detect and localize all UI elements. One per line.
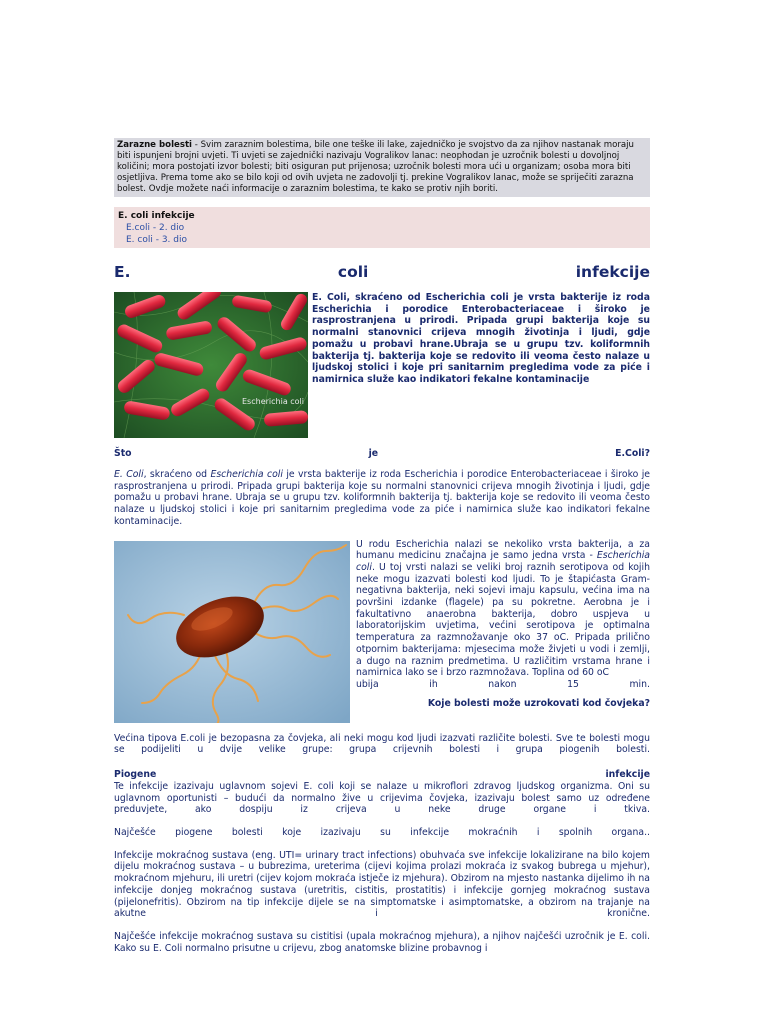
micrograph-caption: Escherichia coli	[242, 397, 304, 406]
related-links-heading: E. coli infekcije	[118, 211, 195, 221]
paragraph-common-piogene: Najčešće piogene bolesti koje izazivaju su infekcije mokraćnih i spolnih organa..	[114, 827, 650, 839]
link-part-2[interactable]: E.coli - 2. dio	[126, 223, 185, 233]
related-links-box	[114, 207, 650, 248]
question-heading-1	[114, 448, 650, 460]
piogene-heading: Piogene infekcije	[114, 768, 650, 780]
flagellated-bacterium-image	[114, 541, 350, 723]
paragraph-description-last-line: ubija ih nakon 15 min.	[356, 678, 650, 690]
question-heading-2: Koje bolesti može uzrokovati kod čovjeka?	[427, 697, 650, 709]
paragraph-description: U rodu Escherichia nalazi se nekoliko vrsta bakterija, a za humanu medicinu značajna je samo jedna vrsta - Escherichia coli. U toj vrsti nalazi se veliki broj raznih serotipova od kojih neke mogu izazvati bolesti kod ljudi. To je štapićasta Gram-negativna bakterija, neki sojevi imaju kapsulu, većina ima na površini izdanke (flagele) pa su pokretne. Aerobna je i fakultativno anaerobna bakterija, dobro uspjeva u laboratorijskim uvjetima, većini serotipova je optimalna temperatura za razmnožavanje oko 37 oC. Pripada prilično otpornim bakterijama: mjesecima može živjeti u vodi i zemlji, a dugo na raznim predmetima. U različitim vrstama hrane i namirnica lako se i brzo razmnožava. Toplina od 60 oC ubija ih nakon 15 min. Koje bolesti može uzrokovati kod čovjeka?	[114, 539, 650, 710]
paragraph-piogene: Te infekcije izazivaju uglavnom sojevi E. coli koji se nalaze u mikroflori zdravog ljudskog organizma. Oni su uglavnom oportunisti – budući da normalno žive u crijevima čovjeka, izazivaju bolest samo uz određene preduvjete, ako dospiju iz crijeva u neke druge organe i tkiva.	[114, 780, 650, 816]
title-word-2: coli	[337, 263, 369, 281]
lead-section	[114, 292, 650, 438]
paragraph-uti: Infekcije mokraćnog sustava (eng. UTI= urinary tract infections) obuhvaća sve infekcije lokalizirane na bilo kojem dijelu mokraćnog sustava – u bubrezima, ureterima (cijevi kojima prolazi mokraća iz svakog bubrega u mjehur), mokraćnom mjehuru, ili uretri (cijev kojom mokraća istječe iz mjehura). Obzirom na mjesto nastanka dijelimo ih na infekcije donjeg mokraćnog sustava (uretritis, cistitis, prostatitis) i infekcije gornjeg mokraćnog sustava (pijelonefritis). Obzirom na tip infekcije dijele se na simptomatske i asimptomatske, a obzirom na trajanje na akutne i kronične.	[114, 849, 650, 920]
title-word-3: infekcije	[575, 263, 650, 281]
lead-paragraph: E. Coli, skraćeno od Escherichia coli je vrsta bakterije iz roda Escherichia i porodice Enterobacteriaceae i široko je rasprostranjena u prirodi. Pripada grupi bakterija koje su normalni stanovnici crijeva mnogih životinja i ljudi, gdje pomažu u probavi hrane.Ubraja se u grupu tzv. koliformnih bakterija tj. bakterija koje se redovito ili veoma često nalaze u ljudskoj stolici i koje pri sanitarnim pregledima vode za piće i namirnica služe kao indikatori fekalne kontaminacije	[312, 292, 650, 385]
link-part-3[interactable]: E. coli - 3. dio	[126, 235, 188, 245]
q1-word-3: E.Coli?	[615, 448, 650, 459]
intro-text: - Svim zaraznim bolestima, bile one teške ili lake, zajedničko je svojstvo da za njihov nastanak moraju biti ispunjeni brojni uvjeti. Ti uvjeti se zajednički nazivaju Vogralikov lanac: neophodan je uzročnik bolesti u dovoljnoj količini; mora postojati izvor bolesti; biti osiguran put prijenosa; uzročnik bolesti mora ući u organizam; osoba mora biti osjetljiva. Prema tome ako se bilo koji od ovih uvjeta ne zadovolji tj. prekine Vogralikov lanac, može se spriječiti zarazna bolest. Ovdje možete naći informacije o zaraznim bolestima, te kako se protiv njih boriti.	[117, 140, 635, 194]
page-title	[114, 262, 650, 282]
paragraph-what-is: E. Coli, skraćeno od Escherichia coli je vrsta bakterije iz roda Escherichia i porodice Enterobacteriaceae i široko je rasprostranjena u prirodi. Pripada grupi bakterija koje su normalni stanovnici crijeva mnogih životinja i ljudi, gdje pomažu u probavi hrane. Ubraja se u grupu tzv. koliformnih bakterija tj. bakterija koje se redovito ili veoma često nalaze u ljudskoj stolici i koje pri sanitarnim pregledima vode za piće i namirnica služe kao indikatori fekalne kontaminacije.	[114, 469, 651, 527]
bacteria-micrograph-image	[114, 292, 308, 438]
paragraph-cystitis: Najčešće infekcije mokraćnog sustava su cistitisi (upala mokraćnog mjehura), a njihov najčešći uzročnik je E. coli. Kako su E. Coli normalno prisutne u crijevu, zbog anatomske blizine probavnog i	[114, 930, 650, 954]
article	[114, 138, 650, 954]
paragraph-diseases: Većina tipova E.coli je bezopasna za čovjeka, ali neki mogu kod ljudi izazvati različite bolesti. Sve te bolesti mogu se podijeliti u dvije velike grupe: grupa crijevnih bolesti i grupa piogenih bolesti.	[114, 732, 650, 756]
q1-word-1: Što	[114, 448, 132, 459]
title-word-1: E.	[114, 263, 131, 281]
q1-word-2: je	[368, 448, 379, 459]
description-section	[114, 539, 650, 723]
intro-label: Zarazne bolesti	[117, 140, 193, 150]
intro-box	[114, 138, 650, 197]
